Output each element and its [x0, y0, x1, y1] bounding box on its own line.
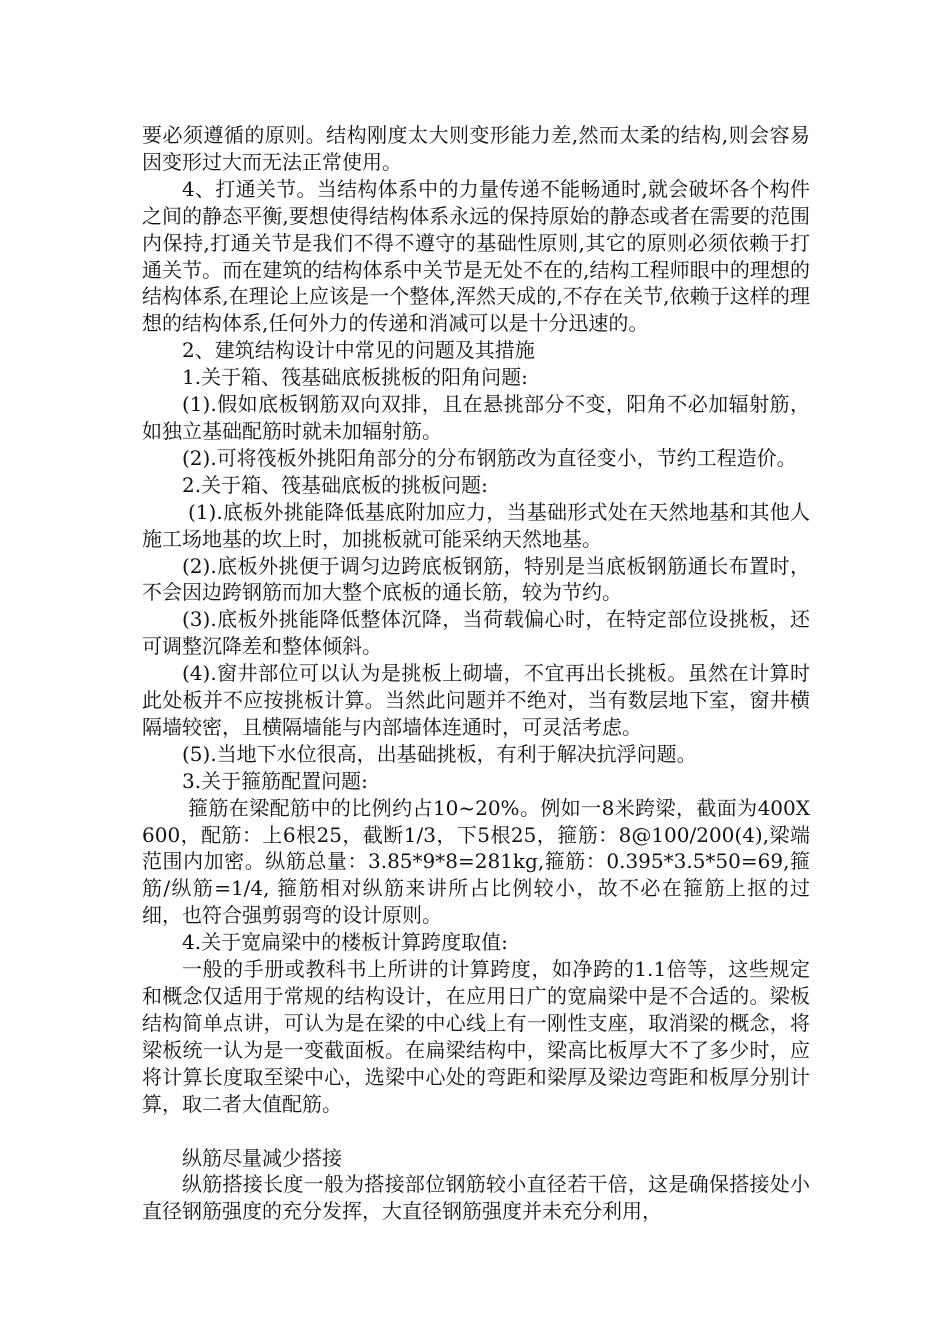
paragraph-gap: [142, 1118, 810, 1145]
paragraph-cantilever-1: (1).底板外挑能降低基底附加应力，当基础形式处在天然地基和其他人施工场地基的坎上时，加挑板就可能采纳天然地基。: [142, 499, 810, 551]
paragraph-principle-end: 要必须遵循的原则。结构刚度太大则变形能力差,然而太柔的结构,则会容易因变形过大而无法正常使用。: [142, 123, 810, 174]
paragraph-cantilever-5: (5).当地下水位很高，出基础挑板，有利于解决抗浮问题。: [182, 741, 697, 766]
paragraph-cantilever-2: (2).底板外挑便于调匀边跨底板钢筋，特别是当底板钢筋通长布置时，不会因边跨钢筋而加大整个底板的通长筋，较为节约。: [142, 553, 810, 605]
paragraph-stirrups: 箍筋在梁配筋中的比例约占10~20%。例如一8米跨梁，截面为400X600，配筋：上6根25，截断1/3，下5根25，箍筋：8@100/200(4),梁端范围内加密。纵筋总量：3.85*9*8=281kg,箍筋：0.395*3.5*50=69,箍筋/纵筋=1/4, 箍筋相对纵筋来讲所占比例较小，故不必在箍筋上抠的过细，也符合强剪弱弯的设计原则。: [142, 795, 810, 928]
subheading-stirrups: 3.关于箍筋配置问题:: [182, 768, 368, 793]
paragraph-lap-splices: 纵筋搭接长度一般为搭接部位钢筋较小直径若干倍，这是确保搭接处小直径钢筋强度的充分发挥，大直径钢筋强度并未充分利用，: [142, 1172, 810, 1224]
paragraph-raft-corner-1: (1).假如底板钢筋双向双排，且在悬挑部分不变，阳角不必加辐射筋，如独立基础配筋时就未加辐射筋。: [142, 392, 810, 443]
subheading-wide-flat-beam: 4.关于宽扁梁中的楼板计算跨度取值:: [182, 930, 508, 955]
section-heading-common-problems: 2、建筑结构设计中常见的问题及其措施: [182, 338, 535, 363]
paragraph-open-joints: 4、打通关节。当结构体系中的力量传递不能畅通时,就会破坏各个构件之间的静态平衡,要想使得结构体系永远的保持原始的静态或者在需要的范围内保持,打通关节是我们不得不遵守的基础性原则,其它的原则必须依赖于打通关节。而在建筑的结构体系中关节是无处不在的,结构工程师眼中的理想的结构体系,在理论上应该是一个整体,浑然天成的,不存在关节,依赖于这样的理想的结构体系,任何外力的传递和消减可以是十分迅速的。: [142, 176, 810, 336]
subheading-raft-cantilever: 2.关于箱、筏基础底板的挑板问题:: [182, 472, 488, 497]
paragraph-cantilever-4: (4).窗井部位可以认为是挑板上砌墙，不宜再出长挑板。虽然在计算时此处板并不应按挑板计算。当然此问题并不绝对，当有数层地下室，窗井横隔墙较密，且横隔墙能与内部墙体连通时，可灵活考虑。: [142, 661, 810, 739]
paragraph-cantilever-3: (3).底板外挑能降低整体沉降，当荷载偏心时，在特定部位设挑板，还可调整沉降差和整体倾斜。: [142, 607, 810, 659]
subheading-raft-corner: 1.关于箱、筏基础底板挑板的阳角问题:: [182, 365, 528, 390]
document-page: [142, 122, 810, 1225]
paragraph-wide-flat-beam: 一般的手册或教科书上所讲的计算跨度，如净跨的1.1倍等，这些规定和概念仅适用于常规的结构设计，在应用日广的宽扁梁中是不合适的。梁板结构简单点讲，可认为是在梁的中心线上有一刚性支座，取消梁的概念，将梁板统一认为是一变截面板。在扁梁结构中，梁高比板厚大不了多少时，应将计算长度取至梁中心，选梁中心处的弯距和梁厚及梁边弯距和板厚分别计算，取二者大值配筋。: [142, 957, 810, 1116]
subheading-lap-splices: 纵筋尽量减少搭接: [182, 1145, 342, 1170]
paragraph-raft-corner-2: (2).可将筏板外挑阳角部分的分布钢筋改为直径变小，节约工程造价。: [182, 445, 797, 470]
